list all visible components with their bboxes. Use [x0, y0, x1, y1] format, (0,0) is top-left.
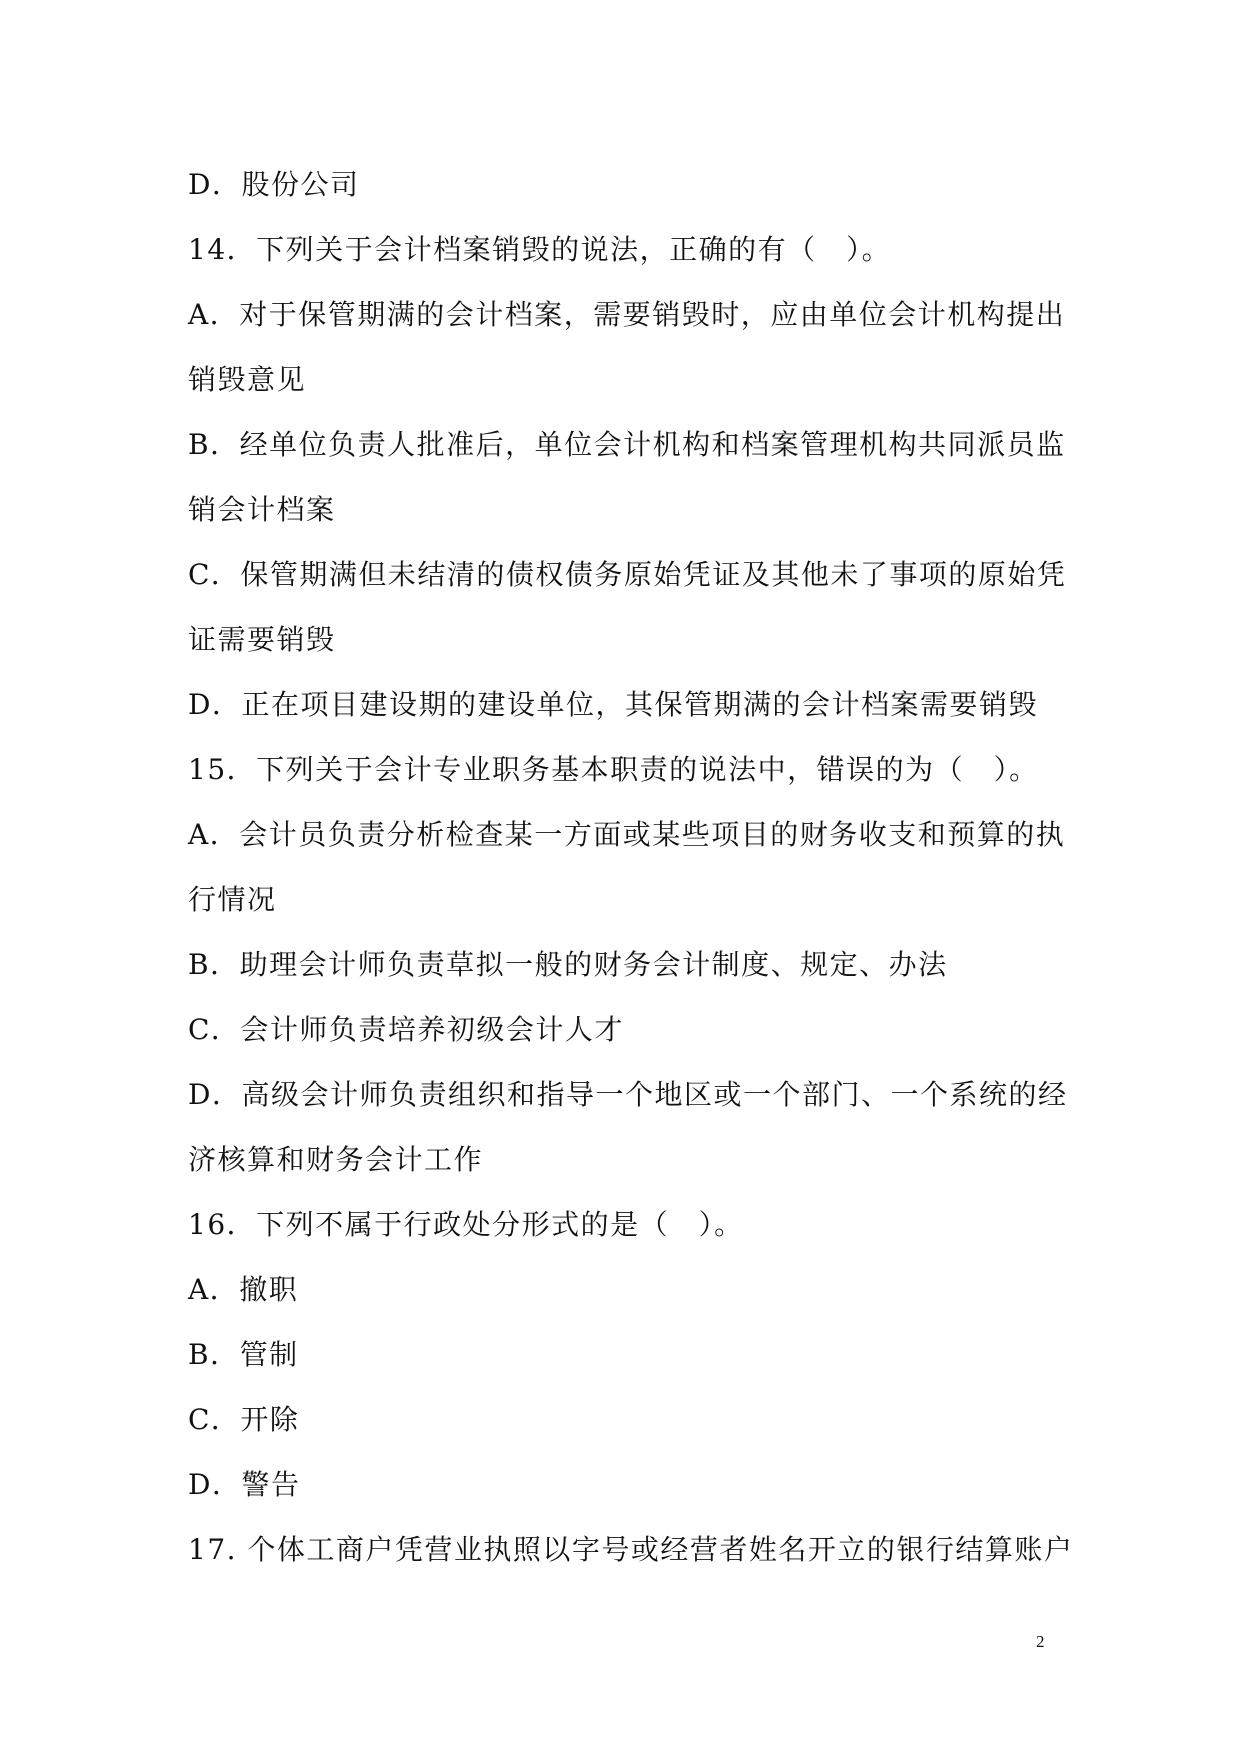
question-14-option-a-cont: 销毁意见: [188, 363, 307, 396]
question-15-option-d: D．高级会计师负责组织和指导一个地区或一个部门、一个系统的经: [188, 1078, 1068, 1111]
question-14-option-b-cont: 销会计档案: [188, 493, 336, 526]
page-body: [188, 152, 1074, 1582]
question-14-option-d: D．正在项目建设期的建设单位，其保管期满的会计档案需要销毁: [188, 688, 1038, 721]
option-14-prev-d: D．股份公司: [188, 168, 360, 201]
question-15-option-c: C．会计师负责培养初级会计人才: [188, 1013, 624, 1046]
question-15: 15．下列关于会计专业职务基本职责的说法中，错误的为（ ）。: [188, 753, 1039, 786]
question-16: 16．下列不属于行政处分形式的是（ ）。: [188, 1208, 744, 1241]
question-16-option-c: C．开除: [188, 1403, 300, 1436]
question-15-option-b: B．助理会计师负责草拟一般的财务会计制度、规定、办法: [188, 948, 948, 981]
question-16-option-d: D．警告: [188, 1468, 301, 1501]
question-14-option-b: B．经单位负责人批准后，单位会计机构和档案管理机构共同派员监: [188, 428, 1066, 461]
question-16-option-a: A．撤职: [188, 1273, 299, 1306]
question-14-option-a: A．对于保管期满的会计档案，需要销毁时，应由单位会计机构提出: [188, 298, 1066, 331]
page-number: 2: [1036, 1632, 1045, 1651]
question-14: 14．下列关于会计档案销毁的说法，正确的有（ ）。: [188, 233, 892, 266]
question-14-option-c: C．保管期满但未结清的债权债务原始凭证及其他未了事项的原始凭: [188, 558, 1067, 591]
question-16-option-b: B．管制: [188, 1338, 299, 1371]
question-15-option-a: A．会计员负责分析检查某一方面或某些项目的财务收支和预算的执: [188, 818, 1066, 851]
question-14-option-c-cont: 证需要销毁: [188, 623, 336, 656]
question-15-option-a-cont: 行情况: [188, 883, 277, 916]
question-15-option-d-cont: 济核算和财务会计工作: [188, 1143, 484, 1176]
question-17: 17. 个体工商户凭营业执照以字号或经营者姓名开立的银行结算账户: [188, 1533, 1074, 1566]
